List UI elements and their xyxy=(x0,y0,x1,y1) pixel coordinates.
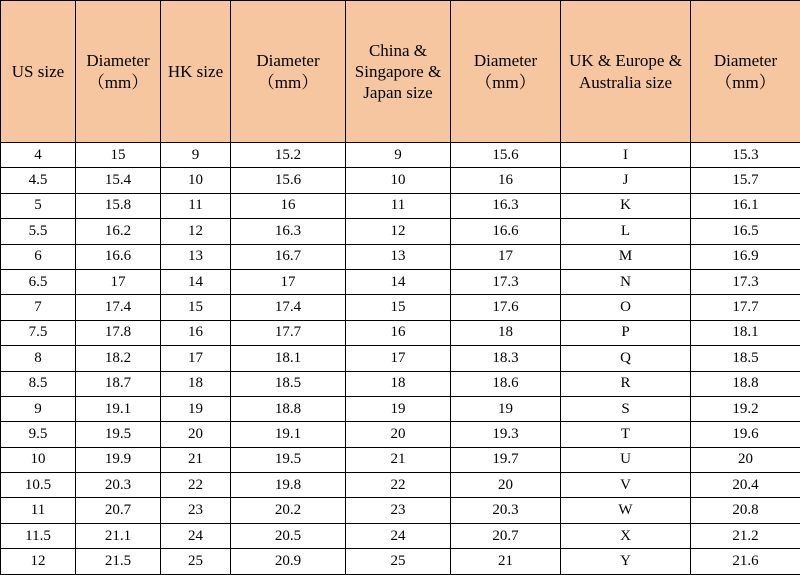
cell-diameter-us: 16.2 xyxy=(76,219,161,244)
cell-diameter-us: 18.7 xyxy=(76,371,161,396)
cell-uk-size: W xyxy=(561,498,691,523)
cell-uk-size: M xyxy=(561,244,691,269)
cell-diameter-us: 21.5 xyxy=(76,549,161,574)
cell-cn-size: 23 xyxy=(346,498,451,523)
cell-us-size: 12 xyxy=(1,549,76,574)
table-row xyxy=(1,219,800,244)
table-row xyxy=(1,193,800,218)
cell-diameter-cn: 17.3 xyxy=(451,269,561,294)
cell-uk-size: I xyxy=(561,143,691,168)
cell-diameter-us: 17 xyxy=(76,269,161,294)
cell-hk-size: 19 xyxy=(161,396,231,421)
cell-hk-size: 24 xyxy=(161,523,231,548)
cell-diameter-cn: 21 xyxy=(451,549,561,574)
table-row xyxy=(1,320,800,345)
cell-us-size: 6 xyxy=(1,244,76,269)
cell-diameter-uk: 15.3 xyxy=(691,143,800,168)
cell-diameter-cn: 15.6 xyxy=(451,143,561,168)
cell-hk-size: 11 xyxy=(161,193,231,218)
cell-hk-size: 20 xyxy=(161,422,231,447)
column-header-us-size: US size xyxy=(1,1,76,143)
cell-diameter-us: 16.6 xyxy=(76,244,161,269)
cell-cn-size: 25 xyxy=(346,549,451,574)
cell-diameter-us: 19.5 xyxy=(76,422,161,447)
cell-us-size: 11.5 xyxy=(1,523,76,548)
cell-uk-size: S xyxy=(561,396,691,421)
cell-us-size: 6.5 xyxy=(1,269,76,294)
cell-cn-size: 11 xyxy=(346,193,451,218)
cell-cn-size: 12 xyxy=(346,219,451,244)
cell-diameter-hk: 19.8 xyxy=(231,473,346,498)
table-row xyxy=(1,473,800,498)
cell-diameter-cn: 16.3 xyxy=(451,193,561,218)
cell-us-size: 10.5 xyxy=(1,473,76,498)
cell-diameter-uk: 16.5 xyxy=(691,219,800,244)
table-row xyxy=(1,295,800,320)
cell-hk-size: 9 xyxy=(161,143,231,168)
cell-diameter-hk: 20.9 xyxy=(231,549,346,574)
cell-diameter-cn: 19 xyxy=(451,396,561,421)
cell-hk-size: 16 xyxy=(161,320,231,345)
cell-diameter-uk: 20 xyxy=(691,447,800,472)
cell-diameter-hk: 18.1 xyxy=(231,346,346,371)
cell-uk-size: U xyxy=(561,447,691,472)
cell-hk-size: 21 xyxy=(161,447,231,472)
cell-us-size: 8.5 xyxy=(1,371,76,396)
table-row xyxy=(1,523,800,548)
cell-us-size: 7 xyxy=(1,295,76,320)
cell-cn-size: 13 xyxy=(346,244,451,269)
cell-diameter-hk: 16 xyxy=(231,193,346,218)
cell-diameter-us: 17.8 xyxy=(76,320,161,345)
table-row xyxy=(1,498,800,523)
cell-diameter-hk: 17.4 xyxy=(231,295,346,320)
cell-diameter-hk: 17 xyxy=(231,269,346,294)
cell-uk-size: T xyxy=(561,422,691,447)
cell-diameter-hk: 16.3 xyxy=(231,219,346,244)
cell-diameter-us: 20.7 xyxy=(76,498,161,523)
cell-diameter-uk: 15.7 xyxy=(691,168,800,193)
cell-diameter-cn: 19.3 xyxy=(451,422,561,447)
cell-diameter-cn: 18.3 xyxy=(451,346,561,371)
cell-cn-size: 14 xyxy=(346,269,451,294)
table-row xyxy=(1,549,800,574)
cell-diameter-uk: 21.6 xyxy=(691,549,800,574)
cell-cn-size: 9 xyxy=(346,143,451,168)
cell-diameter-uk: 16.1 xyxy=(691,193,800,218)
cell-diameter-uk: 16.9 xyxy=(691,244,800,269)
cell-us-size: 9.5 xyxy=(1,422,76,447)
cell-diameter-hk: 18.8 xyxy=(231,396,346,421)
cell-diameter-hk: 15.6 xyxy=(231,168,346,193)
cell-cn-size: 17 xyxy=(346,346,451,371)
cell-uk-size: V xyxy=(561,473,691,498)
cell-diameter-uk: 21.2 xyxy=(691,523,800,548)
cell-diameter-hk: 19.5 xyxy=(231,447,346,472)
cell-hk-size: 10 xyxy=(161,168,231,193)
column-header-china-singapore-japan-size: China & Singapore & Japan size xyxy=(346,1,451,143)
cell-diameter-us: 15.8 xyxy=(76,193,161,218)
column-header-diameter-us: Diameter（mm） xyxy=(76,1,161,143)
cell-diameter-us: 20.3 xyxy=(76,473,161,498)
cell-diameter-uk: 17.7 xyxy=(691,295,800,320)
cell-us-size: 9 xyxy=(1,396,76,421)
column-header-uk-europe-australia-size: UK & Europe & Australia size xyxy=(561,1,691,143)
cell-hk-size: 12 xyxy=(161,219,231,244)
cell-uk-size: R xyxy=(561,371,691,396)
cell-diameter-cn: 20.3 xyxy=(451,498,561,523)
cell-us-size: 5.5 xyxy=(1,219,76,244)
cell-diameter-uk: 18.8 xyxy=(691,371,800,396)
header-row xyxy=(1,1,800,143)
cell-diameter-cn: 19.7 xyxy=(451,447,561,472)
cell-diameter-cn: 17.6 xyxy=(451,295,561,320)
cell-cn-size: 21 xyxy=(346,447,451,472)
table-row xyxy=(1,143,800,168)
cell-diameter-hk: 20.5 xyxy=(231,523,346,548)
cell-hk-size: 17 xyxy=(161,346,231,371)
cell-diameter-us: 15 xyxy=(76,143,161,168)
table-row xyxy=(1,447,800,472)
cell-diameter-cn: 20.7 xyxy=(451,523,561,548)
column-header-hk-size: HK size xyxy=(161,1,231,143)
cell-hk-size: 23 xyxy=(161,498,231,523)
cell-diameter-uk: 17.3 xyxy=(691,269,800,294)
table-row xyxy=(1,168,800,193)
cell-cn-size: 24 xyxy=(346,523,451,548)
cell-cn-size: 10 xyxy=(346,168,451,193)
cell-us-size: 4 xyxy=(1,143,76,168)
column-header-diameter-uk: Diameter（mm） xyxy=(691,1,800,143)
cell-diameter-cn: 20 xyxy=(451,473,561,498)
cell-diameter-us: 18.2 xyxy=(76,346,161,371)
cell-hk-size: 18 xyxy=(161,371,231,396)
cell-uk-size: K xyxy=(561,193,691,218)
cell-us-size: 8 xyxy=(1,346,76,371)
cell-diameter-cn: 16 xyxy=(451,168,561,193)
cell-uk-size: O xyxy=(561,295,691,320)
cell-cn-size: 19 xyxy=(346,396,451,421)
cell-hk-size: 14 xyxy=(161,269,231,294)
cell-uk-size: J xyxy=(561,168,691,193)
cell-uk-size: X xyxy=(561,523,691,548)
cell-diameter-cn: 18.6 xyxy=(451,371,561,396)
cell-diameter-uk: 18.1 xyxy=(691,320,800,345)
table-row xyxy=(1,396,800,421)
cell-uk-size: P xyxy=(561,320,691,345)
column-header-diameter-hk: Diameter（mm） xyxy=(231,1,346,143)
table-body xyxy=(1,143,800,575)
table-row xyxy=(1,346,800,371)
cell-diameter-hk: 19.1 xyxy=(231,422,346,447)
cell-diameter-us: 17.4 xyxy=(76,295,161,320)
cell-diameter-uk: 20.4 xyxy=(691,473,800,498)
cell-diameter-hk: 16.7 xyxy=(231,244,346,269)
cell-hk-size: 25 xyxy=(161,549,231,574)
table-row xyxy=(1,422,800,447)
column-header-diameter-cn: Diameter（mm） xyxy=(451,1,561,143)
cell-diameter-uk: 20.8 xyxy=(691,498,800,523)
cell-diameter-us: 19.9 xyxy=(76,447,161,472)
cell-us-size: 4.5 xyxy=(1,168,76,193)
cell-us-size: 5 xyxy=(1,193,76,218)
cell-diameter-cn: 18 xyxy=(451,320,561,345)
cell-diameter-us: 15.4 xyxy=(76,168,161,193)
cell-uk-size: N xyxy=(561,269,691,294)
table-row xyxy=(1,371,800,396)
cell-cn-size: 18 xyxy=(346,371,451,396)
cell-us-size: 10 xyxy=(1,447,76,472)
cell-diameter-cn: 16.6 xyxy=(451,219,561,244)
cell-hk-size: 13 xyxy=(161,244,231,269)
cell-diameter-hk: 15.2 xyxy=(231,143,346,168)
cell-diameter-uk: 19.6 xyxy=(691,422,800,447)
cell-diameter-hk: 17.7 xyxy=(231,320,346,345)
cell-cn-size: 16 xyxy=(346,320,451,345)
cell-diameter-uk: 19.2 xyxy=(691,396,800,421)
table-header xyxy=(1,1,800,143)
cell-diameter-us: 19.1 xyxy=(76,396,161,421)
cell-diameter-cn: 17 xyxy=(451,244,561,269)
cell-us-size: 11 xyxy=(1,498,76,523)
cell-diameter-us: 21.1 xyxy=(76,523,161,548)
table-row xyxy=(1,269,800,294)
cell-us-size: 7.5 xyxy=(1,320,76,345)
cell-uk-size: Y xyxy=(561,549,691,574)
cell-hk-size: 22 xyxy=(161,473,231,498)
cell-cn-size: 20 xyxy=(346,422,451,447)
cell-uk-size: Q xyxy=(561,346,691,371)
cell-cn-size: 22 xyxy=(346,473,451,498)
cell-hk-size: 15 xyxy=(161,295,231,320)
cell-cn-size: 15 xyxy=(346,295,451,320)
cell-diameter-hk: 18.5 xyxy=(231,371,346,396)
table-row xyxy=(1,244,800,269)
cell-diameter-uk: 18.5 xyxy=(691,346,800,371)
cell-diameter-hk: 20.2 xyxy=(231,498,346,523)
cell-uk-size: L xyxy=(561,219,691,244)
